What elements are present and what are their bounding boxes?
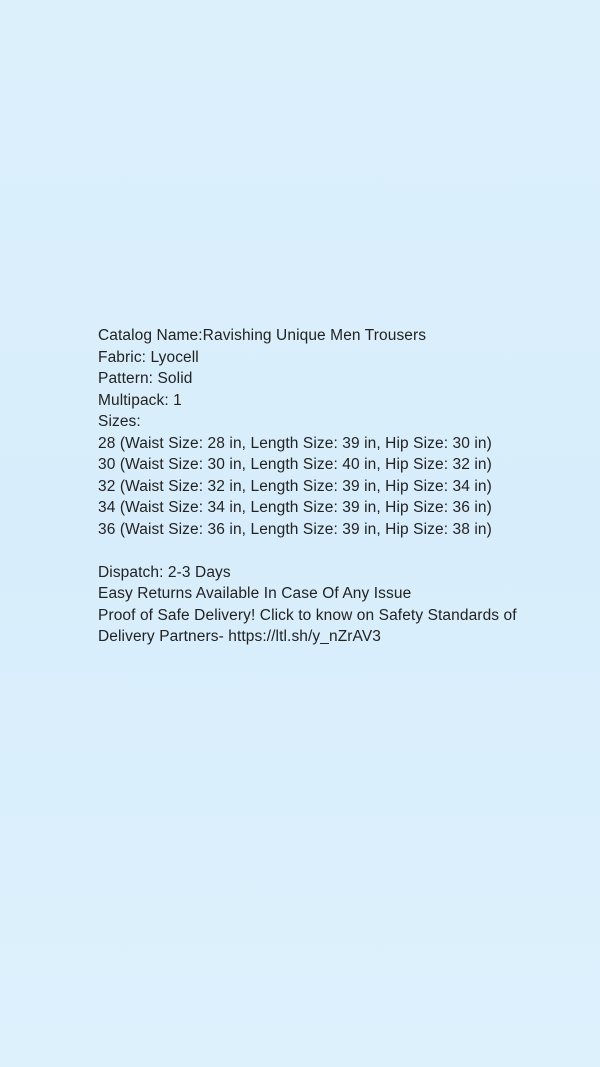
description-blank-line [98, 540, 518, 562]
description-line-size-30: 30 (Waist Size: 30 in, Length Size: 40 in, Hip Size: 32 in) [98, 456, 492, 473]
description-line-fabric: Fabric: Lyocell [98, 348, 199, 366]
description-line-dispatch: Dispatch: 2-3 Days [98, 563, 231, 581]
description-line-size-34: 34 (Waist Size: 34 in, Length Size: 39 in, Hip Size: 36 in) [98, 499, 492, 516]
description-line-size-32: 32 (Waist Size: 32 in, Length Size: 39 in, Hip Size: 34 in) [98, 477, 492, 495]
description-line-pattern: Pattern: Solid [98, 370, 193, 387]
description-line-returns: Easy Returns Available In Case Of Any Issue [98, 585, 412, 602]
description-line-multipack: Multipack: 1 [98, 391, 182, 409]
description-line-catalog-name: Catalog Name:Ravishing Unique Men Trousers [98, 327, 427, 344]
description-line-size-28: 28 (Waist Size: 28 in, Length Size: 39 in, Hip Size: 30 in) [98, 434, 492, 452]
description-line-sizes-header: Sizes: [98, 413, 141, 430]
product-description-block [98, 325, 522, 648]
description-line-safe-delivery: Proof of Safe Delivery! Click to know on Safety Standards of Delivery Partners- https://ltl.sh/y_nZrAV3 [98, 606, 522, 645]
description-line-size-36: 36 (Waist Size: 36 in, Length Size: 39 in, Hip Size: 38 in) [98, 520, 492, 538]
